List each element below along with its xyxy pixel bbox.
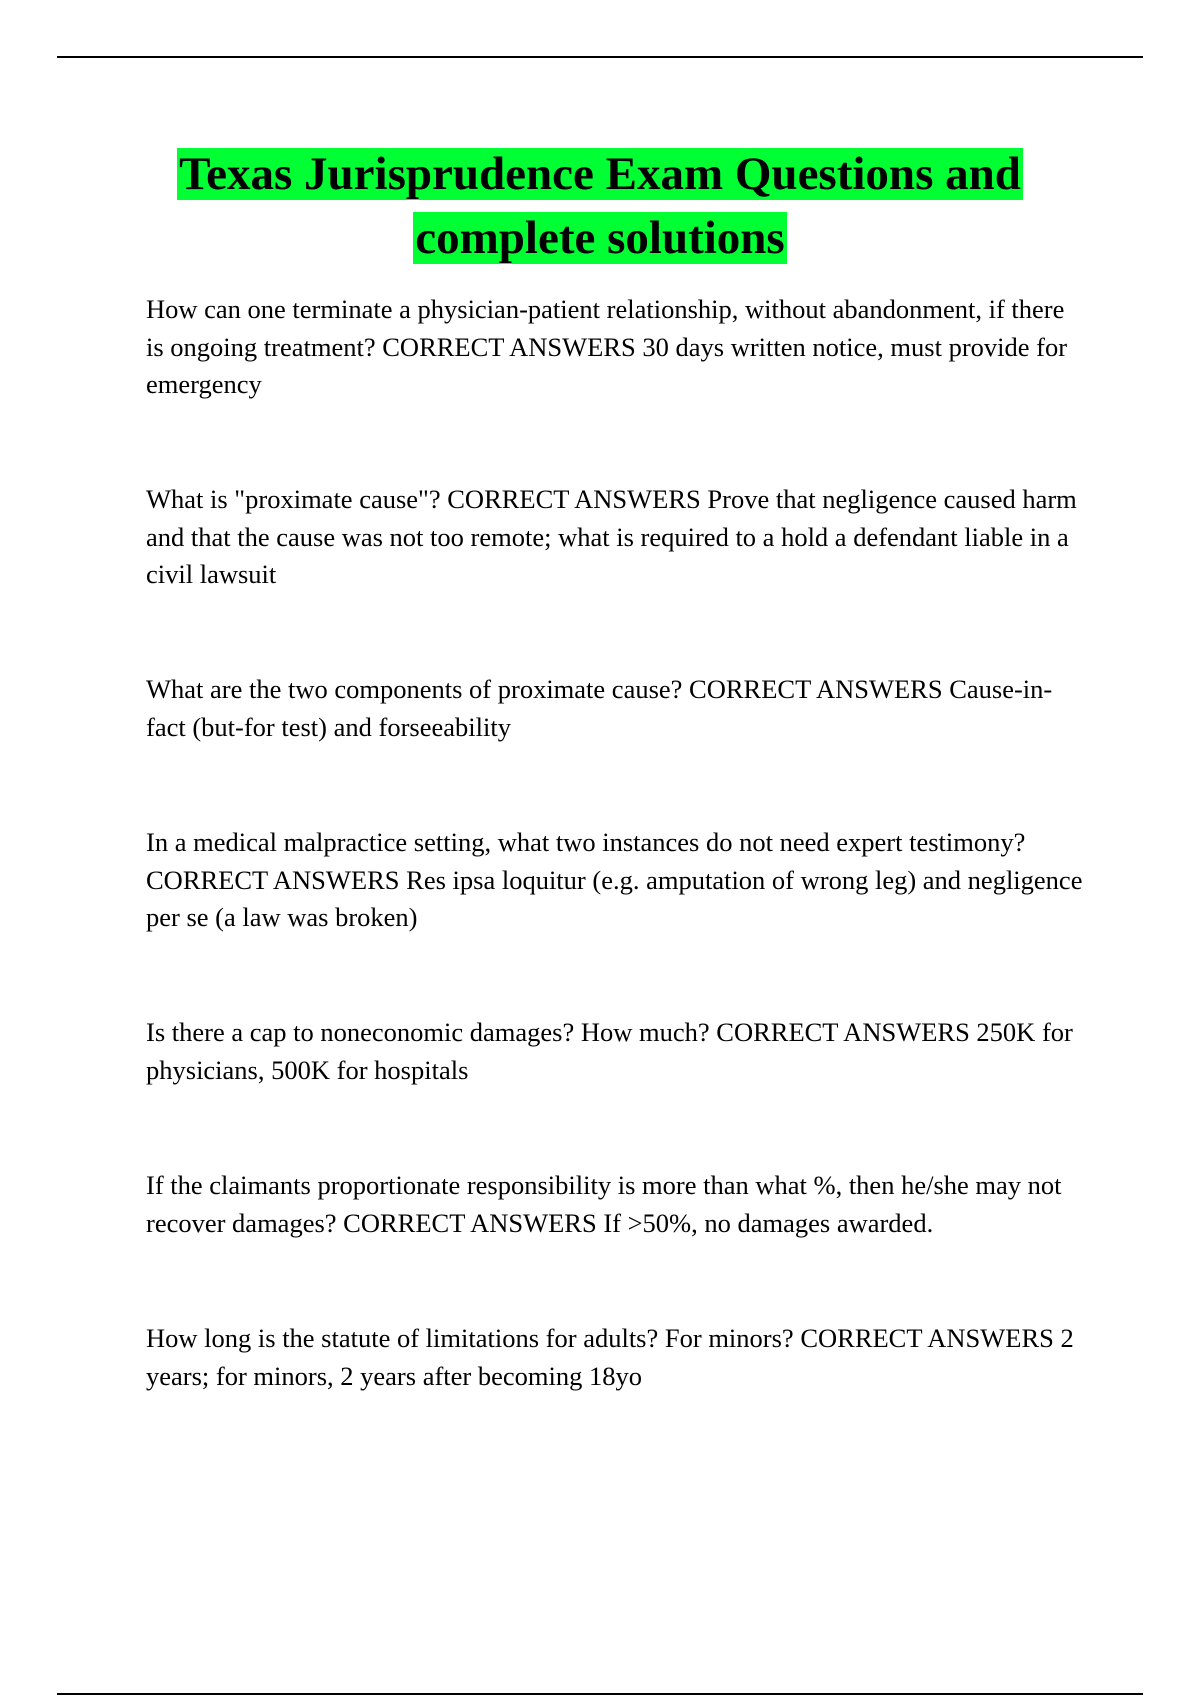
qa-item xyxy=(146,824,1086,937)
question-text: What is "proximate cause"? xyxy=(146,484,441,514)
qa-item xyxy=(146,291,1086,404)
question-text: What are the two components of proximate cause? xyxy=(146,674,683,704)
document-title xyxy=(100,142,1100,270)
qa-item xyxy=(146,1014,1086,1089)
top-rule xyxy=(57,56,1143,58)
answer-text: CORRECT ANSWERS 250K for physicians, 500K for hospitals xyxy=(146,1017,1073,1085)
qa-item xyxy=(146,481,1086,594)
answer-text: CORRECT ANSWERS Res ipsa loquitur (e.g. amputation of wrong leg) and negligence per se (a law was broken) xyxy=(146,864,1083,932)
question-text: If the claimants proportionate responsibility is more than what %, then he/she may not recover damages? xyxy=(146,1170,1062,1238)
qa-item xyxy=(146,671,1086,746)
qa-item xyxy=(146,1320,1086,1395)
question-text: In a medical malpractice setting, what two instances do not need expert testimony? xyxy=(146,827,1026,857)
bottom-rule xyxy=(57,1693,1143,1695)
question-text: How can one terminate a physician-patient relationship, without abandonment, if there is ongoing treatment? xyxy=(146,294,1065,362)
answer-text: CORRECT ANSWERS 2 years; for minors, 2 years after becoming 18yo xyxy=(146,1323,1074,1391)
answer-text: CORRECT ANSWERS 30 days written notice, must provide for emergency xyxy=(146,331,1068,399)
answer-text: CORRECT ANSWERS If >50%, no damages awarded. xyxy=(343,1207,934,1238)
title-line-2: complete solutions xyxy=(415,212,785,264)
question-text: How long is the statute of limitations for adults? For minors? xyxy=(146,1323,794,1353)
title-line-1: Texas Jurisprudence Exam Questions and xyxy=(179,148,1021,200)
answer-text: CORRECT ANSWERS Prove that negligence caused harm and that the cause was not too remote; what is required to a hold a defendant liable in a civil lawsuit xyxy=(146,484,1077,589)
qa-item xyxy=(146,1167,1086,1242)
answer-text: CORRECT ANSWERS Cause-in-fact (but-for test) and forseeability xyxy=(146,674,1053,742)
question-text: Is there a cap to noneconomic damages? How much? xyxy=(146,1017,710,1047)
